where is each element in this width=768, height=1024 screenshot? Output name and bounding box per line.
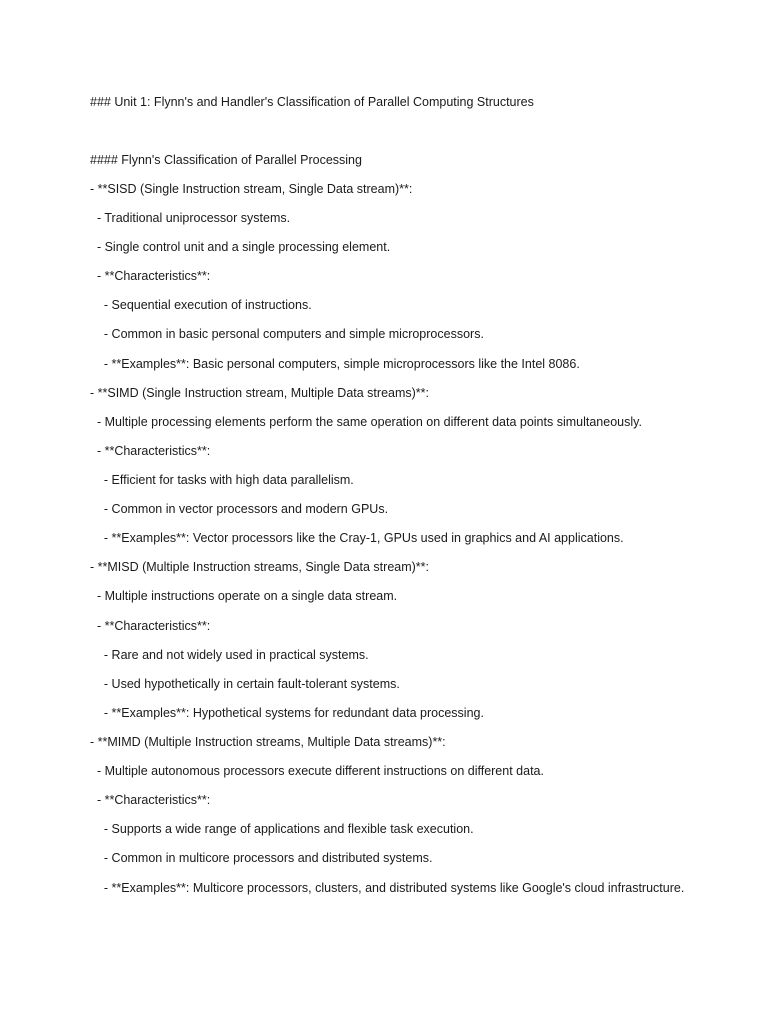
sisd-characteristic: - Sequential execution of instructions. xyxy=(90,298,312,312)
sisd-description: - Traditional uniprocessor systems. xyxy=(90,211,291,225)
sisd-characteristics-label: - **Characteristics**: xyxy=(90,269,211,283)
sisd-description: - Single control unit and a single processing element. xyxy=(90,240,391,254)
mimd-item: - **MIMD (Multiple Instruction streams, Multiple Data streams)**: xyxy=(90,735,446,749)
simd-item: - **SIMD (Single Instruction stream, Multiple Data streams)**: xyxy=(90,386,429,400)
simd-characteristic: - Efficient for tasks with high data parallelism. xyxy=(90,473,354,487)
unit-heading: ### Unit 1: Flynn's and Handler's Classification of Parallel Computing Structures xyxy=(90,95,534,109)
simd-description: - Multiple processing elements perform the same operation on different data points simultaneously. xyxy=(90,415,642,429)
mimd-characteristic: - Supports a wide range of applications and flexible task execution. xyxy=(90,822,474,836)
simd-characteristic: - Common in vector processors and modern GPUs. xyxy=(90,502,389,516)
mimd-description: - Multiple autonomous processors execute different instructions on different data. xyxy=(90,764,544,778)
misd-description: - Multiple instructions operate on a single data stream. xyxy=(90,589,398,603)
sisd-examples: - **Examples**: Basic personal computers, simple microprocessors like the Intel 8086. xyxy=(90,357,580,371)
misd-characteristic: - Rare and not widely used in practical systems. xyxy=(90,648,369,662)
section-heading: #### Flynn's Classification of Parallel Processing xyxy=(90,153,362,167)
misd-item: - **MISD (Multiple Instruction streams, Single Data stream)**: xyxy=(90,560,429,574)
mimd-examples: - **Examples**: Multicore processors, clusters, and distributed systems like Google's cloud infrastructure. xyxy=(90,881,685,895)
sisd-characteristic: - Common in basic personal computers and simple microprocessors. xyxy=(90,327,484,341)
misd-examples: - **Examples**: Hypothetical systems for redundant data processing. xyxy=(90,706,484,720)
sisd-item: - **SISD (Single Instruction stream, Single Data stream)**: xyxy=(90,182,413,196)
simd-characteristics-label: - **Characteristics**: xyxy=(90,444,211,458)
mimd-characteristics-label: - **Characteristics**: xyxy=(90,793,211,807)
misd-characteristic: - Used hypothetically in certain fault-tolerant systems. xyxy=(90,677,400,691)
simd-examples: - **Examples**: Vector processors like the Cray-1, GPUs used in graphics and AI applications. xyxy=(90,531,624,545)
misd-characteristics-label: - **Characteristics**: xyxy=(90,619,211,633)
mimd-characteristic: - Common in multicore processors and distributed systems. xyxy=(90,851,433,865)
